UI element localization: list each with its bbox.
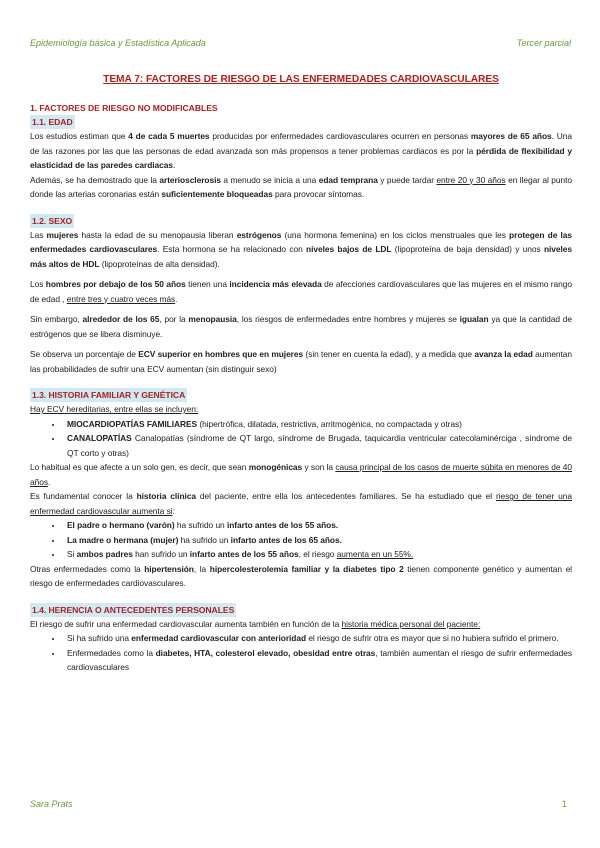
- bold-text: ambos padres: [76, 549, 133, 559]
- bold-text: igualan: [459, 314, 489, 324]
- bold-text: niveles bajos de LDL: [306, 244, 392, 254]
- bold-text: infarto antes de los 55 años.: [226, 520, 339, 530]
- bullet-list: [30, 417, 572, 461]
- bold-text: mujeres: [46, 229, 79, 240]
- list-item: • Enfermedades como la diabetes, HTA, colesterol elevado, obesidad entre otras, también aumentan el riesgo de sufrir enfermedades cardiovasculares: [63, 646, 572, 675]
- list-item: • MIOCARDIOPATÍAS FAMILIARES (hipertrófica, dilatada, restrictiva, arritmogénica, no compactada y otras): [63, 417, 572, 432]
- subsection-heading-edad: 1.1. EDAD: [32, 117, 73, 127]
- bold-text: pérdida de flexibilidad y elasticidad de las paredes cardiacas: [30, 145, 572, 170]
- list-item: • CANALOPATÍAS Canalopatías (síndrome de QT largo, síndrome de Brugada, taquicardia ventricular catecolaminérciga , síndrome de QT corto y otras): [63, 431, 572, 460]
- paragraph: Los hombres por debajo de los 50 años tienen una incidencia más elevada de afecciones cardiovasculares que las mujeres en el mismo rango de edad , entre tres y cuatro veces más.: [30, 279, 572, 304]
- paragraph: El riesgo de sufrir una enfermedad cardiovascular aumenta también en función de la historia médica personal del paciente:: [30, 618, 481, 629]
- paragraph: Además, se ha demostrado que la arteriosclerosis a menudo se inicia a una edad temprana y puede tardar entre 20 y 30 años en llegar al punto donde las arterias coronarias están suficientemente bloqueadas para provocar síntomas.: [30, 174, 572, 199]
- list-item: • La madre o hermana (mujer) ha sufrido un infarto antes de los 65 años.: [63, 533, 572, 548]
- bold-text: MIOCARDIOPATÍAS FAMILIARES: [67, 418, 198, 429]
- bold-text: avanza la edad: [474, 349, 533, 359]
- bold-text: menopausia: [188, 314, 237, 324]
- bold-text: diabetes, HTA, colesterol elevado, obesidad entre otras: [155, 647, 376, 658]
- underlined-text: causa principal de los casos de muerte súbita en menores de 40 años: [30, 462, 572, 487]
- bold-text: arteriosclerosis: [159, 174, 221, 185]
- underlined-text: historia médica personal del paciente:: [341, 618, 481, 629]
- section-heading-1: 1. FACTORES DE RIESGO NO MODIFICABLES: [30, 103, 218, 113]
- paragraph: Se observa un porcentaje de ECV superior en hombres que en mujeres (sin tener en cuenta la edad), y a medida que avanza la edad aumentan las probabilidades de sufrir una ECV aumentan (sin distinguir sexo): [30, 349, 573, 374]
- list-item: • Si ambos padres han sufrido un infarto antes de los 55 años, el riesgo aumenta en un 55%.: [63, 547, 572, 562]
- bold-text: enfermedad cardiovascular con anterioridad: [131, 633, 307, 643]
- bold-text: hombres por debajo de los 50 años: [45, 279, 186, 289]
- underlined-text: aumenta en un 55%.: [336, 549, 414, 559]
- bold-text: infarto antes de los 55 años: [189, 549, 299, 559]
- bold-text: ECV superior en hombres que en mujeres: [138, 349, 304, 359]
- subsection-heading-herencia: 1.4. HERENCIA O ANTECEDENTES PERSONALES: [32, 604, 235, 615]
- bold-text: 4 de cada 5 muertes: [128, 131, 210, 141]
- bold-text: El padre o hermano (varón): [67, 520, 175, 530]
- bold-text: niveles más altos de HDL: [30, 244, 572, 269]
- header-term: Tercer parcial: [516, 38, 571, 48]
- bold-text: mayores de 65 años: [470, 131, 552, 141]
- bold-text: hipercolesterolemia familiar y la diabetes tipo 2: [209, 563, 404, 574]
- underlined-text: entre tres y cuatro veces más: [66, 293, 176, 304]
- subsection-heading-sexo: 1.2. SEXO: [32, 215, 73, 226]
- paragraph: Los estudios estiman que 4 de cada 5 muertes producidas por enfermedades cardiovasculares ocurren en personas mayores de 65 años. Una de las razones por las que las personas de edad avanzada son más propensos a tener problemas cardiacos es por la pérdida de flexibilidad y elasticidad de las paredes cardiacas.: [30, 131, 572, 170]
- bold-text: historia clínica: [136, 491, 197, 501]
- bold-text: incidencia más elevada: [229, 279, 322, 289]
- bold-text: CANALOPATÍAS: [67, 433, 132, 443]
- bold-text: hipertensión: [144, 563, 194, 574]
- list-item: • Si ha sufrido una enfermedad cardiovascular con anterioridad el riesgo de sufrir otra es mayor que si no hubiera sufrido el primero.: [63, 631, 572, 646]
- underlined-text: entre 20 y 30 años: [436, 174, 506, 185]
- bold-text: La madre o hermana (mujer): [67, 534, 179, 545]
- bold-text: alrededor de los 65: [82, 314, 160, 324]
- bold-text: estrógenos: [236, 229, 282, 240]
- bullet-list: [30, 518, 572, 562]
- underlined-text: riesgo de tener una enfermedad cardiovascular aumenta si: [30, 491, 572, 516]
- paragraph: Sin embargo, alrededor de los 65, por la menopausia, los riesgos de enfermedades entre hombres y mujeres se igualan ya que la cantidad de estrógenos que se libera disminuye.: [30, 314, 572, 339]
- paragraph: Lo habitual es que afecte a un solo gen, es decir, que sean monogénicas y son la causa principal de los casos de muerte súbita en menores de 40 años.: [30, 462, 572, 487]
- document-body: [30, 73, 572, 675]
- bold-text: suficientemente bloqueadas: [161, 189, 273, 199]
- paragraph: Es fundamental conocer la historia clínica del paciente, entre ella los antecedentes familiares. Se ha estudiado que el riesgo de tener una enfermedad cardiovascular aumenta si:: [30, 491, 572, 516]
- page-title: TEMA 7: FACTORES DE RIESGO DE LAS ENFERMEDADES CARDIOVASCULARES: [103, 74, 499, 85]
- list-item: • El padre o hermano (varón) ha sufrido un infarto antes de los 55 años.: [63, 518, 572, 533]
- list-intro: Hay ECV hereditarias, entre ellas se incluyen:: [30, 404, 199, 414]
- bold-text: infarto antes de los 65 años.: [230, 534, 342, 545]
- bold-text: protegen de las enfermedades cardiovasculares: [30, 229, 572, 254]
- subsection-heading-historia: 1.3. HISTORIA FAMILIAR Y GENÉTICA: [32, 390, 186, 400]
- bold-text: edad temprana: [318, 174, 378, 185]
- paragraph: Otras enfermedades como la hipertensión, la hipercolesterolemia familiar y la diabetes tipo 2 tienen componente genético y aumentan el riesgo de enfermedades cardiovasculares.: [30, 563, 572, 588]
- bold-text: monogénicas: [248, 462, 303, 472]
- bullet-list: [30, 631, 572, 675]
- paragraph: Las mujeres hasta la edad de su menopausia liberan estrógenos (una hormona femenina) en los ciclos menstruales que les protegen de las enfermedades cardiovasculares. Esta hormona se ha relacionado con niveles bajos de LDL (lipoproteína de baja densidad) y unos niveles más altos de HDL (lipoproteínas de alta densidad).: [30, 229, 572, 269]
- page-number: 1: [561, 799, 567, 809]
- header-course: Epidemiología básica y Estadística Aplicada: [30, 38, 206, 48]
- footer-author: Sara Prats: [30, 799, 73, 809]
